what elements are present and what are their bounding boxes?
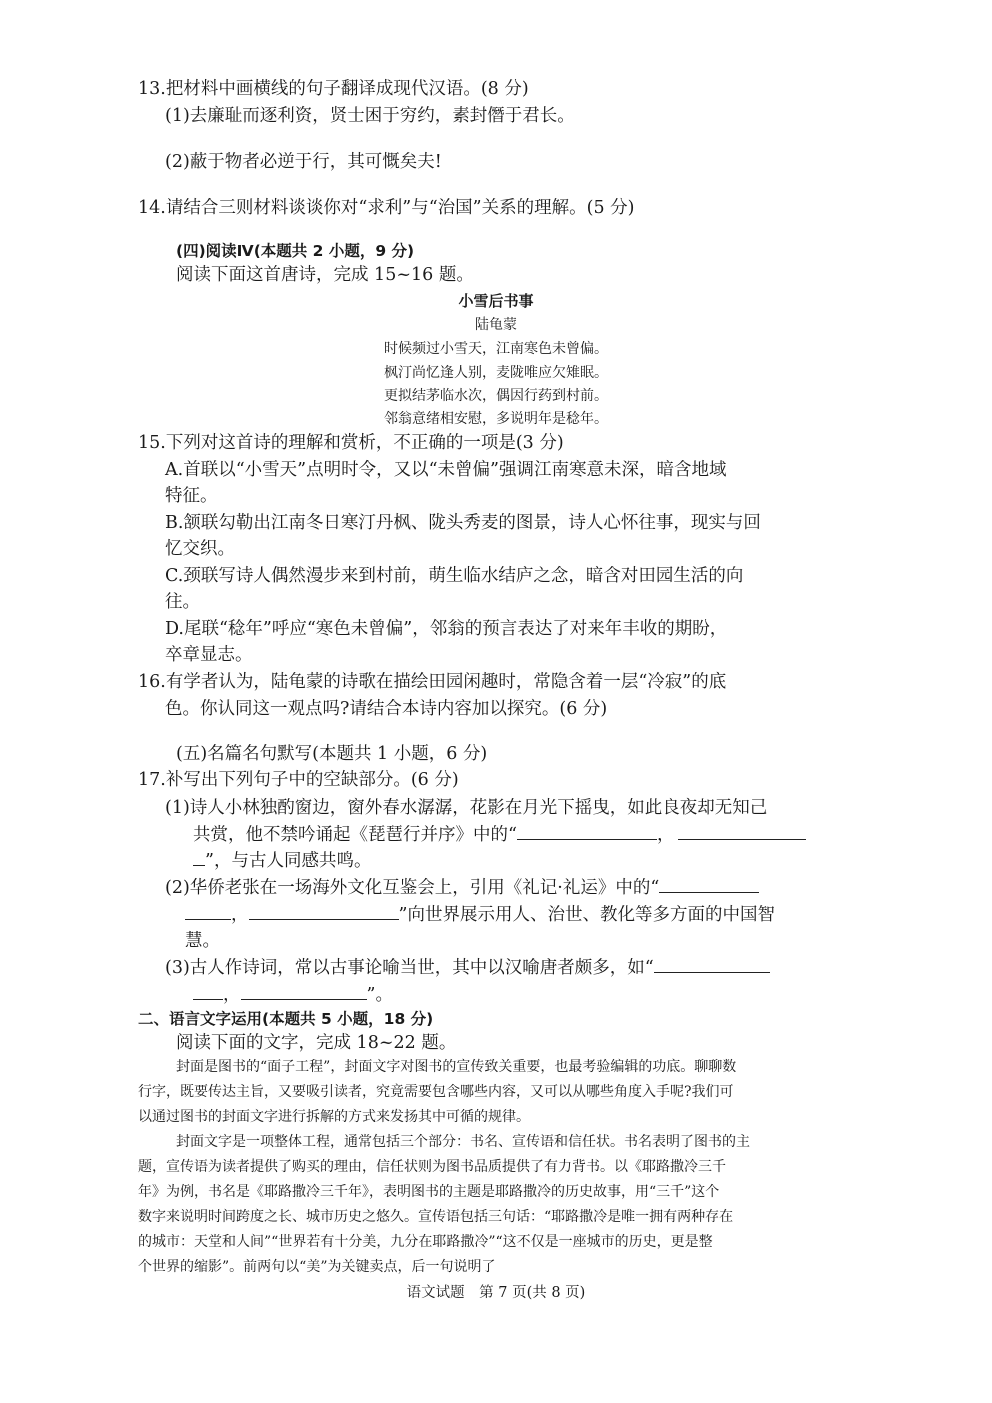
q17-part-1-text-a: 共赏，他不禁吟诵起《琵琶行并序》中的“: [193, 825, 517, 845]
q16-line-1: 16.有学者认为，陆龟蒙的诗歌在描绘田园闲趣时，常隐含着一层“冷寂”的底: [138, 672, 727, 692]
part-2-heading: 二、语言文字运用(本题共 5 小题，18 分): [138, 1010, 434, 1028]
q17-part-1-line-2: [193, 823, 806, 847]
q14-stem: 14.请结合三则材料谈谈你对“求利”与“治国”关系的理解。(5 分): [138, 198, 635, 218]
q15-option-b-cont: 忆交织。: [165, 539, 235, 559]
q17-blank-1[interactable]: [517, 823, 657, 840]
section-4-heading: (四)阅读Ⅳ(本题共 2 小题，9 分): [176, 242, 415, 260]
part-2-intro: 阅读下面的文字，完成 18~22 题。: [176, 1033, 457, 1053]
q17-part-3-text-a: (3)古人作诗词，常以古事论喻当世，其中以汉喻唐者颇多，如“: [165, 958, 654, 978]
passage-para-2-line-2: 题，宣传语为读者提供了购买的理由，信任状则为图书品质提供了有力背书。以《耶路撒冷三千: [138, 1159, 726, 1175]
poem-line-2: 枫汀尚忆逢人别，麦陇唯应欠雉眠。: [384, 365, 608, 381]
q17-part-1-line-1: (1)诗人小林独酌窗边，窗外春水潺潺，花影在月光下摇曳，如此良夜却无知己: [165, 798, 768, 818]
q17-part-2-text-b: ”向世界展示用人、治世、教化等多方面的中国智: [398, 905, 775, 925]
q16-line-2: 色。你认同这一观点吗?请结合本诗内容加以探究。(6 分): [165, 699, 608, 719]
passage-para-1-line-1: 封面是图书的“面子工程”，封面文字对图书的宣传致关重要，也最考验编辑的功底。聊聊数: [176, 1059, 737, 1075]
passage-para-1-line-3: 以通过图书的封面文字进行拆解的方式来发扬其中可循的规律。: [138, 1109, 530, 1125]
poem-line-3: 更拟结茅临水次，偶因行药到村前。: [384, 388, 608, 404]
poem-line-4: 邻翁意绪相安慰，多说明年是稔年。: [384, 411, 608, 427]
q15-stem: 15.下列对这首诗的理解和赏析，不正确的一项是(3 分): [138, 433, 564, 453]
q13-sentence-2: (2)蔽于物者必逆于行，其可慨矣夫!: [165, 152, 442, 172]
q17-part-2-line-1: [165, 876, 759, 900]
poem-title: 小雪后书事: [458, 292, 534, 310]
q17-stem: 17.补写出下列句子中的空缺部分。(6 分): [138, 770, 459, 790]
q17-part-3-line-2: [193, 983, 393, 1007]
q15-option-d-cont: 卒章显志。: [165, 645, 253, 665]
section-4-intro: 阅读下面这首唐诗，完成 15~16 题。: [176, 265, 474, 285]
q17-part-3-comma: ，: [223, 985, 241, 1005]
page-footer: 语文试题 第 7 页(共 8 页): [406, 1285, 586, 1301]
q15-option-c: C.颈联写诗人偶然漫步来到村前，萌生临水结庐之念，暗含对田园生活的向: [165, 566, 744, 586]
q13-sentence-1: (1)去廉耻而逐利资，贤士困于穷约，素封僭于君长。: [165, 106, 575, 126]
q17-part-2-text-a: (2)华侨老张在一场海外文化互鉴会上，引用《礼记·礼运》中的“: [165, 878, 660, 898]
q17-blank-3-cont[interactable]: [185, 903, 231, 920]
passage-para-2-line-5: 的城市：天堂和人间”“世界若有十分美，九分在耶路撒冷”“这不仅是一座城市的历史，更是整: [138, 1234, 713, 1250]
passage-para-2-line-6: 个世界的缩影”。前两句以“美”为关键卖点，后一句说明了: [138, 1259, 496, 1275]
q17-blank-5-cont[interactable]: [193, 983, 223, 1000]
q13-stem: 13.把材料中画横线的句子翻译成现代汉语。(8 分): [138, 79, 529, 99]
section-5-heading: (五)名篇名句默写(本题共 1 小题，6 分): [176, 744, 488, 764]
q17-blank-6[interactable]: [241, 983, 367, 1000]
passage-para-2-line-3: 年》为例，书名是《耶路撒冷三千年》，表明图书的主题是耶路撒冷的历史故事，用“三千”这个: [138, 1184, 720, 1200]
poem-line-1: 时候频过小雪天，江南寒色未曾偏。: [384, 341, 608, 357]
q15-option-a: A.首联以“小雪天”点明时令，又以“未曾偏”强调江南寒意未深，暗含地域: [165, 460, 727, 480]
q15-option-b: B.颔联勾勒出江南冬日寒汀丹枫、陇头秀麦的图景，诗人心怀往事，现实与回: [165, 513, 761, 533]
q17-part-2-comma: ，: [231, 905, 249, 925]
q17-part-1-text-end: ”，与古人同感共鸣。: [205, 851, 372, 871]
poem-author: 陆龟蒙: [475, 317, 517, 333]
q17-part-1-line-3: [193, 849, 371, 873]
q15-option-a-cont: 特征。: [165, 486, 218, 506]
q17-part-3-line-1: [165, 956, 770, 980]
passage-para-2-line-4: 数字来说明时间跨度之长、城市历史之悠久。宣传语包括三句话：“耶路撒冷是唯一拥有两种存在: [138, 1209, 734, 1225]
q17-part-2-line-3: 慧。: [185, 931, 220, 951]
q17-blank-5[interactable]: [654, 956, 770, 973]
q15-option-c-cont: 往。: [165, 592, 200, 612]
passage-para-2-line-1: 封面文字是一项整体工程，通常包括三个部分：书名、宣传语和信任状。书名表明了图书的主: [176, 1134, 750, 1150]
q15-option-d: D.尾联“稔年”呼应“寒色未曾偏”，邻翁的预言表达了对来年丰收的期盼，: [165, 619, 728, 639]
q17-blank-4[interactable]: [249, 903, 399, 920]
q17-blank-2-cont[interactable]: [193, 849, 205, 866]
q17-part-2-line-2: [185, 903, 775, 927]
q17-part-1-comma: ，: [656, 825, 675, 845]
passage-para-1-line-2: 行字，既要传达主旨，又要吸引读者，究竟需要包含哪些内容，又可以从哪些角度入手呢?我们可: [138, 1084, 734, 1100]
q17-blank-2[interactable]: [678, 823, 806, 840]
q17-part-3-end: ”。: [366, 985, 393, 1005]
q17-blank-3[interactable]: [659, 876, 759, 893]
